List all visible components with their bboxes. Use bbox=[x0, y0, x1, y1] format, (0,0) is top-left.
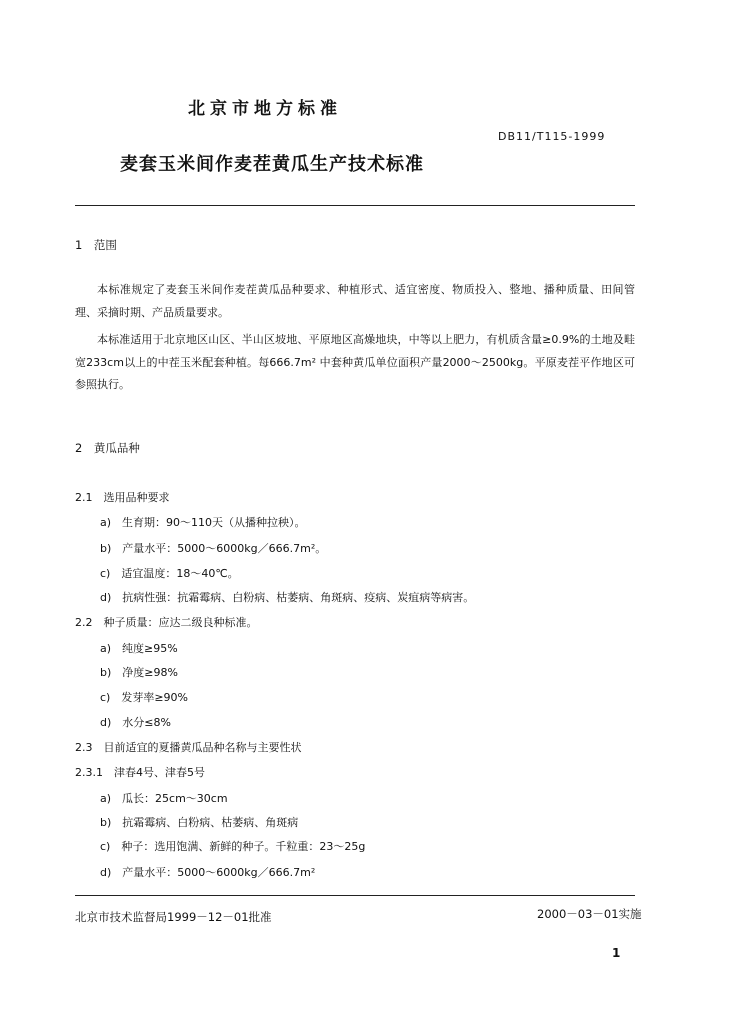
list-item: a) 纯度≥95% bbox=[100, 642, 178, 655]
list-item: b) 净度≥98% bbox=[100, 666, 178, 679]
list-item: d) 产量水平：5000～6000kg／666.7m² bbox=[100, 866, 316, 879]
issuer-name: 北京市地方标准 bbox=[188, 99, 342, 119]
section-2-3-heading: 2.3 目前适宜的夏播黄瓜品种名称与主要性状 bbox=[75, 741, 302, 754]
section-2-1-heading: 2.1 选用品种要求 bbox=[75, 491, 170, 504]
section-2-heading: 2 黄瓜品种 bbox=[75, 441, 140, 455]
implementation-date: 2000－03－01实施 bbox=[537, 907, 642, 921]
footer-rule bbox=[75, 895, 635, 896]
approval-note: 北京市技术监督局1999－12－01批准 bbox=[75, 910, 272, 924]
list-item: d) 抗病性强：抗霜霉病、白粉病、枯萎病、角斑病、疫病、炭疽病等病害。 bbox=[100, 591, 475, 604]
list-item: c) 发芽率≥90% bbox=[100, 691, 189, 704]
standard-code: DB11/T115-1999 bbox=[498, 130, 606, 143]
list-item: c) 适宜温度：18～40℃。 bbox=[100, 567, 239, 580]
section-2-2-heading: 2.2 种子质量：应达二级良种标准。 bbox=[75, 616, 258, 629]
section-1-paragraph-1: 本标准规定了麦套玉米间作麦茬黄瓜品种要求、种植形式、适宜密度、物质投入、整地、播种质量、田间管理、采摘时期、产品质量要求。 bbox=[75, 283, 635, 319]
list-item: a) 生育期：90～110天（从播种拉秧）。 bbox=[100, 516, 306, 529]
page-number: 1 bbox=[612, 946, 621, 960]
header-rule bbox=[75, 205, 635, 206]
list-item: a) 瓜长：25cm～30cm bbox=[100, 792, 228, 805]
document-title: 麦套玉米间作麦茬黄瓜生产技术标准 bbox=[120, 154, 424, 175]
section-1-paragraph-2: 本标准适用于北京地区山区、半山区坡地、平原地区高燥地块，中等以上肥力，有机质含量≥0.9%的土地及畦宽233cm以上的中茬玉米配套种植。每666.7m² 中套种黄瓜单位面积产量2000～2500kg。平原麦茬平作地区可参照执行。 bbox=[75, 333, 635, 391]
list-item: c) 种子：选用饱满、新鲜的种子。千粒重：23～25g bbox=[100, 840, 366, 853]
section-2-3-1-heading: 2.3.1 津春4号、津春5号 bbox=[75, 766, 205, 779]
list-item: b) 抗霜霉病、白粉病、枯萎病、角斑病 bbox=[100, 816, 299, 829]
list-item: d) 水分≤8% bbox=[100, 716, 171, 729]
section-1-heading: 1 范围 bbox=[75, 238, 117, 252]
list-item: b) 产量水平：5000～6000kg／666.7m²。 bbox=[100, 542, 327, 555]
